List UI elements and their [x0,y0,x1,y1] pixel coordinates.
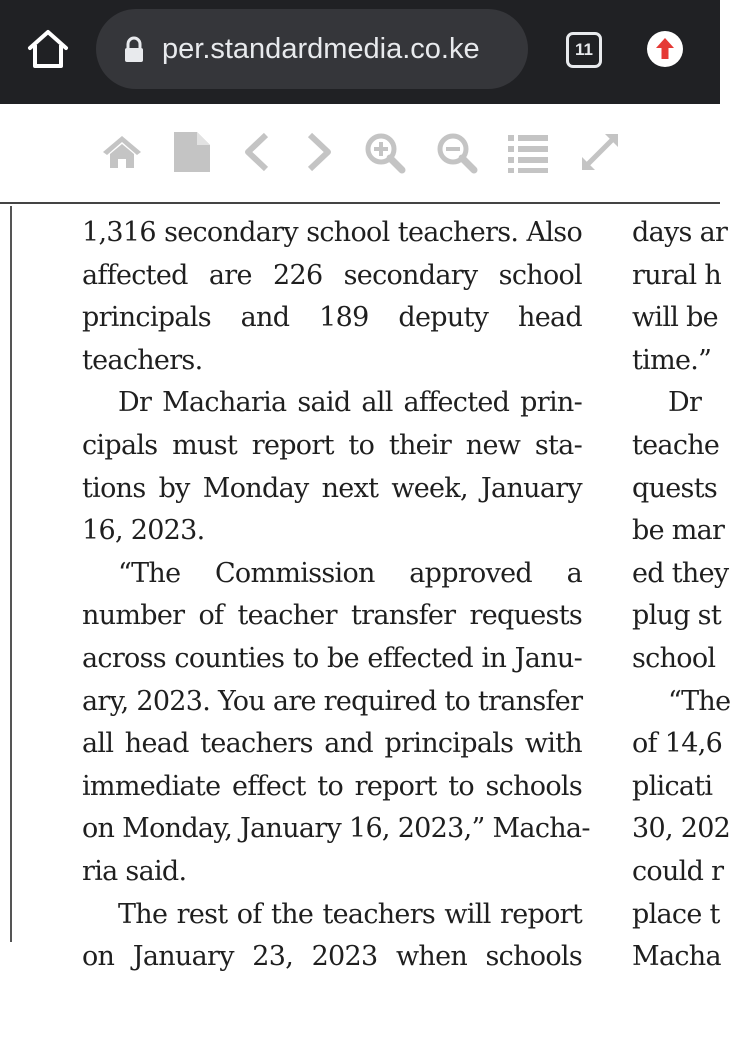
side-line: quests [632,472,718,504]
side-line: days ar [632,217,728,248]
side-line: ed they [632,557,729,589]
zoom-in-icon[interactable] [362,130,406,174]
chevron-right-icon[interactable] [296,130,340,174]
adjacent-column [632,212,730,979]
side-line: of 14,6 [632,728,723,760]
side-line: 30, 202 [632,813,730,845]
side-line: be mar [632,515,725,547]
browser-home-icon[interactable] [22,24,74,76]
article-line: ria said. [82,855,187,887]
article-line: immediate effect to report to schools [82,770,582,802]
update-arrow-icon[interactable] [646,30,684,68]
page-icon[interactable] [170,130,214,174]
article-line: tions by Monday next week, January [82,472,582,504]
article-line: “The Commission approved a [118,557,582,589]
side-line: will be [632,302,718,334]
side-line: plicati [632,770,713,802]
zoom-out-icon[interactable] [434,130,478,174]
article-line: all head teachers and principals with [82,728,582,760]
article-line: 1,316 secondary school teachers. Also [82,217,582,248]
article-line: The rest of the teachers will report [118,898,582,930]
toolbar-home-icon[interactable] [100,130,144,174]
fullscreen-icon[interactable] [578,130,622,174]
browser-top-bar [0,0,720,104]
lock-icon [124,37,144,63]
tab-switcher-button[interactable]: 11 [566,32,602,68]
side-line: plug st [632,600,721,632]
article-column [82,212,590,979]
column-rule [10,206,12,942]
article-line: across counties to be effected in Janu- [82,642,582,674]
side-line: teache [632,429,720,461]
side-line: place t [632,898,720,930]
newspaper-page [0,206,730,1040]
side-line: Dr [668,387,702,419]
article-line: cipals must report to their new sta- [82,429,582,461]
article-line: teachers. [82,344,203,376]
article-line: ary, 2023. You are required to transfer [82,685,583,717]
viewer-toolbar [0,104,720,204]
article-line: on Monday, January 16, 2023,” Macha- [82,813,590,845]
chevron-left-icon[interactable] [236,130,280,174]
side-line: “The [668,685,730,717]
side-line: could r [632,855,724,887]
url-text[interactable]: per.standardmedia.co.ke [162,33,480,65]
article-line: principals and 189 deputy head [82,302,582,334]
article-line: on January 23, 2023 when schools [82,941,582,973]
side-line: Macha [632,941,721,973]
side-line: rural h [632,259,722,291]
article-line: 16, 2023. [82,515,205,547]
side-line: school [632,642,716,674]
address-bar[interactable] [96,9,528,89]
side-line: time.” [632,344,712,376]
article-line: affected are 226 secondary school [82,259,582,291]
list-icon[interactable] [506,130,550,174]
article-line: Dr Macharia said all affected prin- [118,387,582,419]
article-line: number of teacher transfer requests [82,600,582,632]
